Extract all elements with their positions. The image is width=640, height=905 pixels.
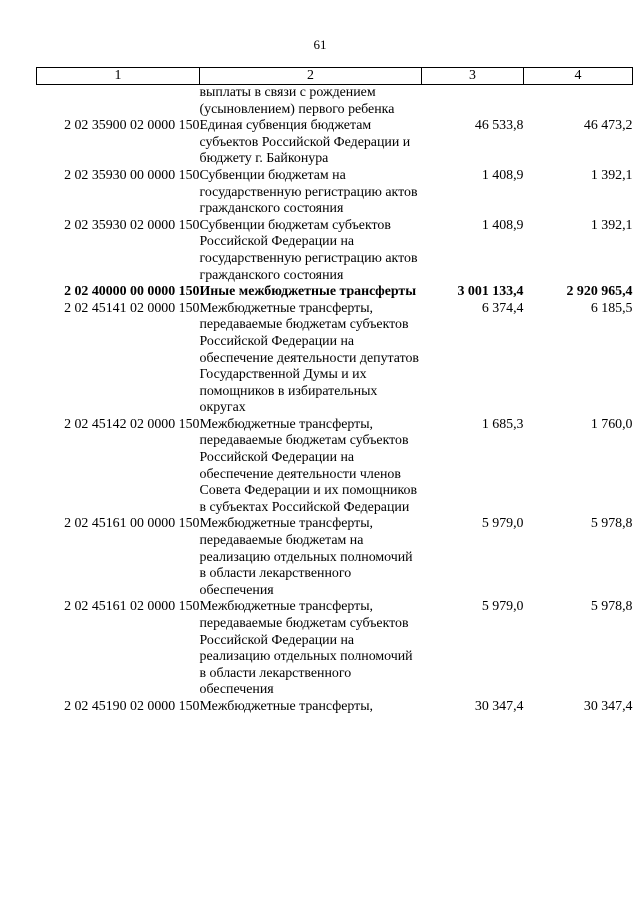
item-name: Межбюджетные трансферты, передаваемые бюджетам на реализацию отдельных полномочий в области лекарственного обеспечения	[199, 516, 413, 598]
value-col4: 6 185,5	[590, 300, 633, 316]
table-row-subtotal	[37, 284, 633, 301]
table-row	[37, 516, 633, 599]
value-col3: 6 374,4	[481, 300, 524, 316]
value-col4	[524, 85, 633, 119]
table-row	[37, 118, 633, 168]
page-number: 61	[313, 37, 327, 52]
value-col4: 30 347,4	[583, 698, 633, 714]
value-col4: 5 978,8	[590, 516, 633, 532]
classification-code: 2 02 45142 02 0000 150	[64, 416, 200, 432]
classification-code: 2 02 45141 02 0000 150	[64, 300, 200, 316]
table-row	[37, 599, 633, 699]
value-col3: 1 685,3	[481, 416, 524, 432]
value-col3: 30 347,4	[474, 698, 524, 714]
item-name: выплаты в связи с рождением (усыновлением) первого ребенка	[199, 85, 395, 117]
classification-code: 2 02 45161 02 0000 150	[64, 599, 200, 615]
value-col4: 1 392,1	[590, 217, 633, 233]
value-col3: 1 408,9	[481, 167, 524, 183]
value-col4: 1 392,1	[590, 167, 633, 183]
column-header-1: 1	[37, 68, 200, 85]
classification-code: 2 02 40000 00 0000 150	[64, 284, 200, 300]
table-row	[37, 85, 633, 119]
budget-table	[36, 67, 633, 716]
item-name: Иные межбюджетные трансферты	[199, 284, 417, 300]
item-name: Межбюджетные трансферты,	[199, 698, 374, 714]
table-row	[37, 301, 633, 417]
classification-code: 2 02 35930 02 0000 150	[64, 217, 200, 233]
item-name: Межбюджетные трансферты, передаваемые бюджетам субъектов Российской Федерации на обеспечение деятельности депутатов Государственной Думы и их помощников в избирательных округах	[199, 300, 419, 416]
value-col4: 1 760,0	[590, 416, 633, 432]
column-header-4: 4	[524, 68, 633, 85]
table-row	[37, 168, 633, 218]
table-row	[37, 218, 633, 284]
value-col4: 2 920 965,4	[566, 284, 633, 300]
column-header-3: 3	[422, 68, 524, 85]
classification-code	[37, 85, 200, 119]
value-col3: 3 001 133,4	[457, 284, 524, 300]
table-row	[37, 699, 633, 716]
value-col3: 5 979,0	[481, 516, 524, 532]
classification-code: 2 02 45161 00 0000 150	[64, 516, 200, 532]
item-name: Единая субвенция бюджетам субъектов Российской Федерации и бюджету г. Байконура	[199, 118, 411, 167]
table-header-row	[37, 68, 633, 85]
value-col3: 1 408,9	[481, 217, 524, 233]
table-row	[37, 417, 633, 517]
classification-code: 2 02 35900 02 0000 150	[64, 118, 200, 134]
value-col3: 46 533,8	[474, 118, 524, 134]
classification-code: 2 02 35930 00 0000 150	[64, 167, 200, 183]
item-name: Межбюджетные трансферты, передаваемые бюджетам субъектов Российской Федерации на реализацию отдельных полномочий в области лекарственного обеспечения	[199, 599, 413, 698]
column-header-2: 2	[200, 68, 422, 85]
value-col4: 5 978,8	[590, 599, 633, 615]
item-name: Субвенции бюджетам на государственную регистрацию актов гражданского состояния	[199, 167, 418, 217]
value-col4: 46 473,2	[583, 118, 633, 134]
value-col3	[422, 85, 524, 119]
item-name: Межбюджетные трансферты, передаваемые бюджетам субъектов Российской Федерации на обеспечение деятельности членов Совета Федерации и их помощников в субъектах Российской Федерации	[199, 416, 418, 515]
classification-code: 2 02 45190 02 0000 150	[64, 698, 200, 714]
value-col3: 5 979,0	[481, 599, 524, 615]
item-name: Субвенции бюджетам субъектов Российской Федерации на государственную регистрацию актов гражданского состояния	[199, 217, 418, 283]
